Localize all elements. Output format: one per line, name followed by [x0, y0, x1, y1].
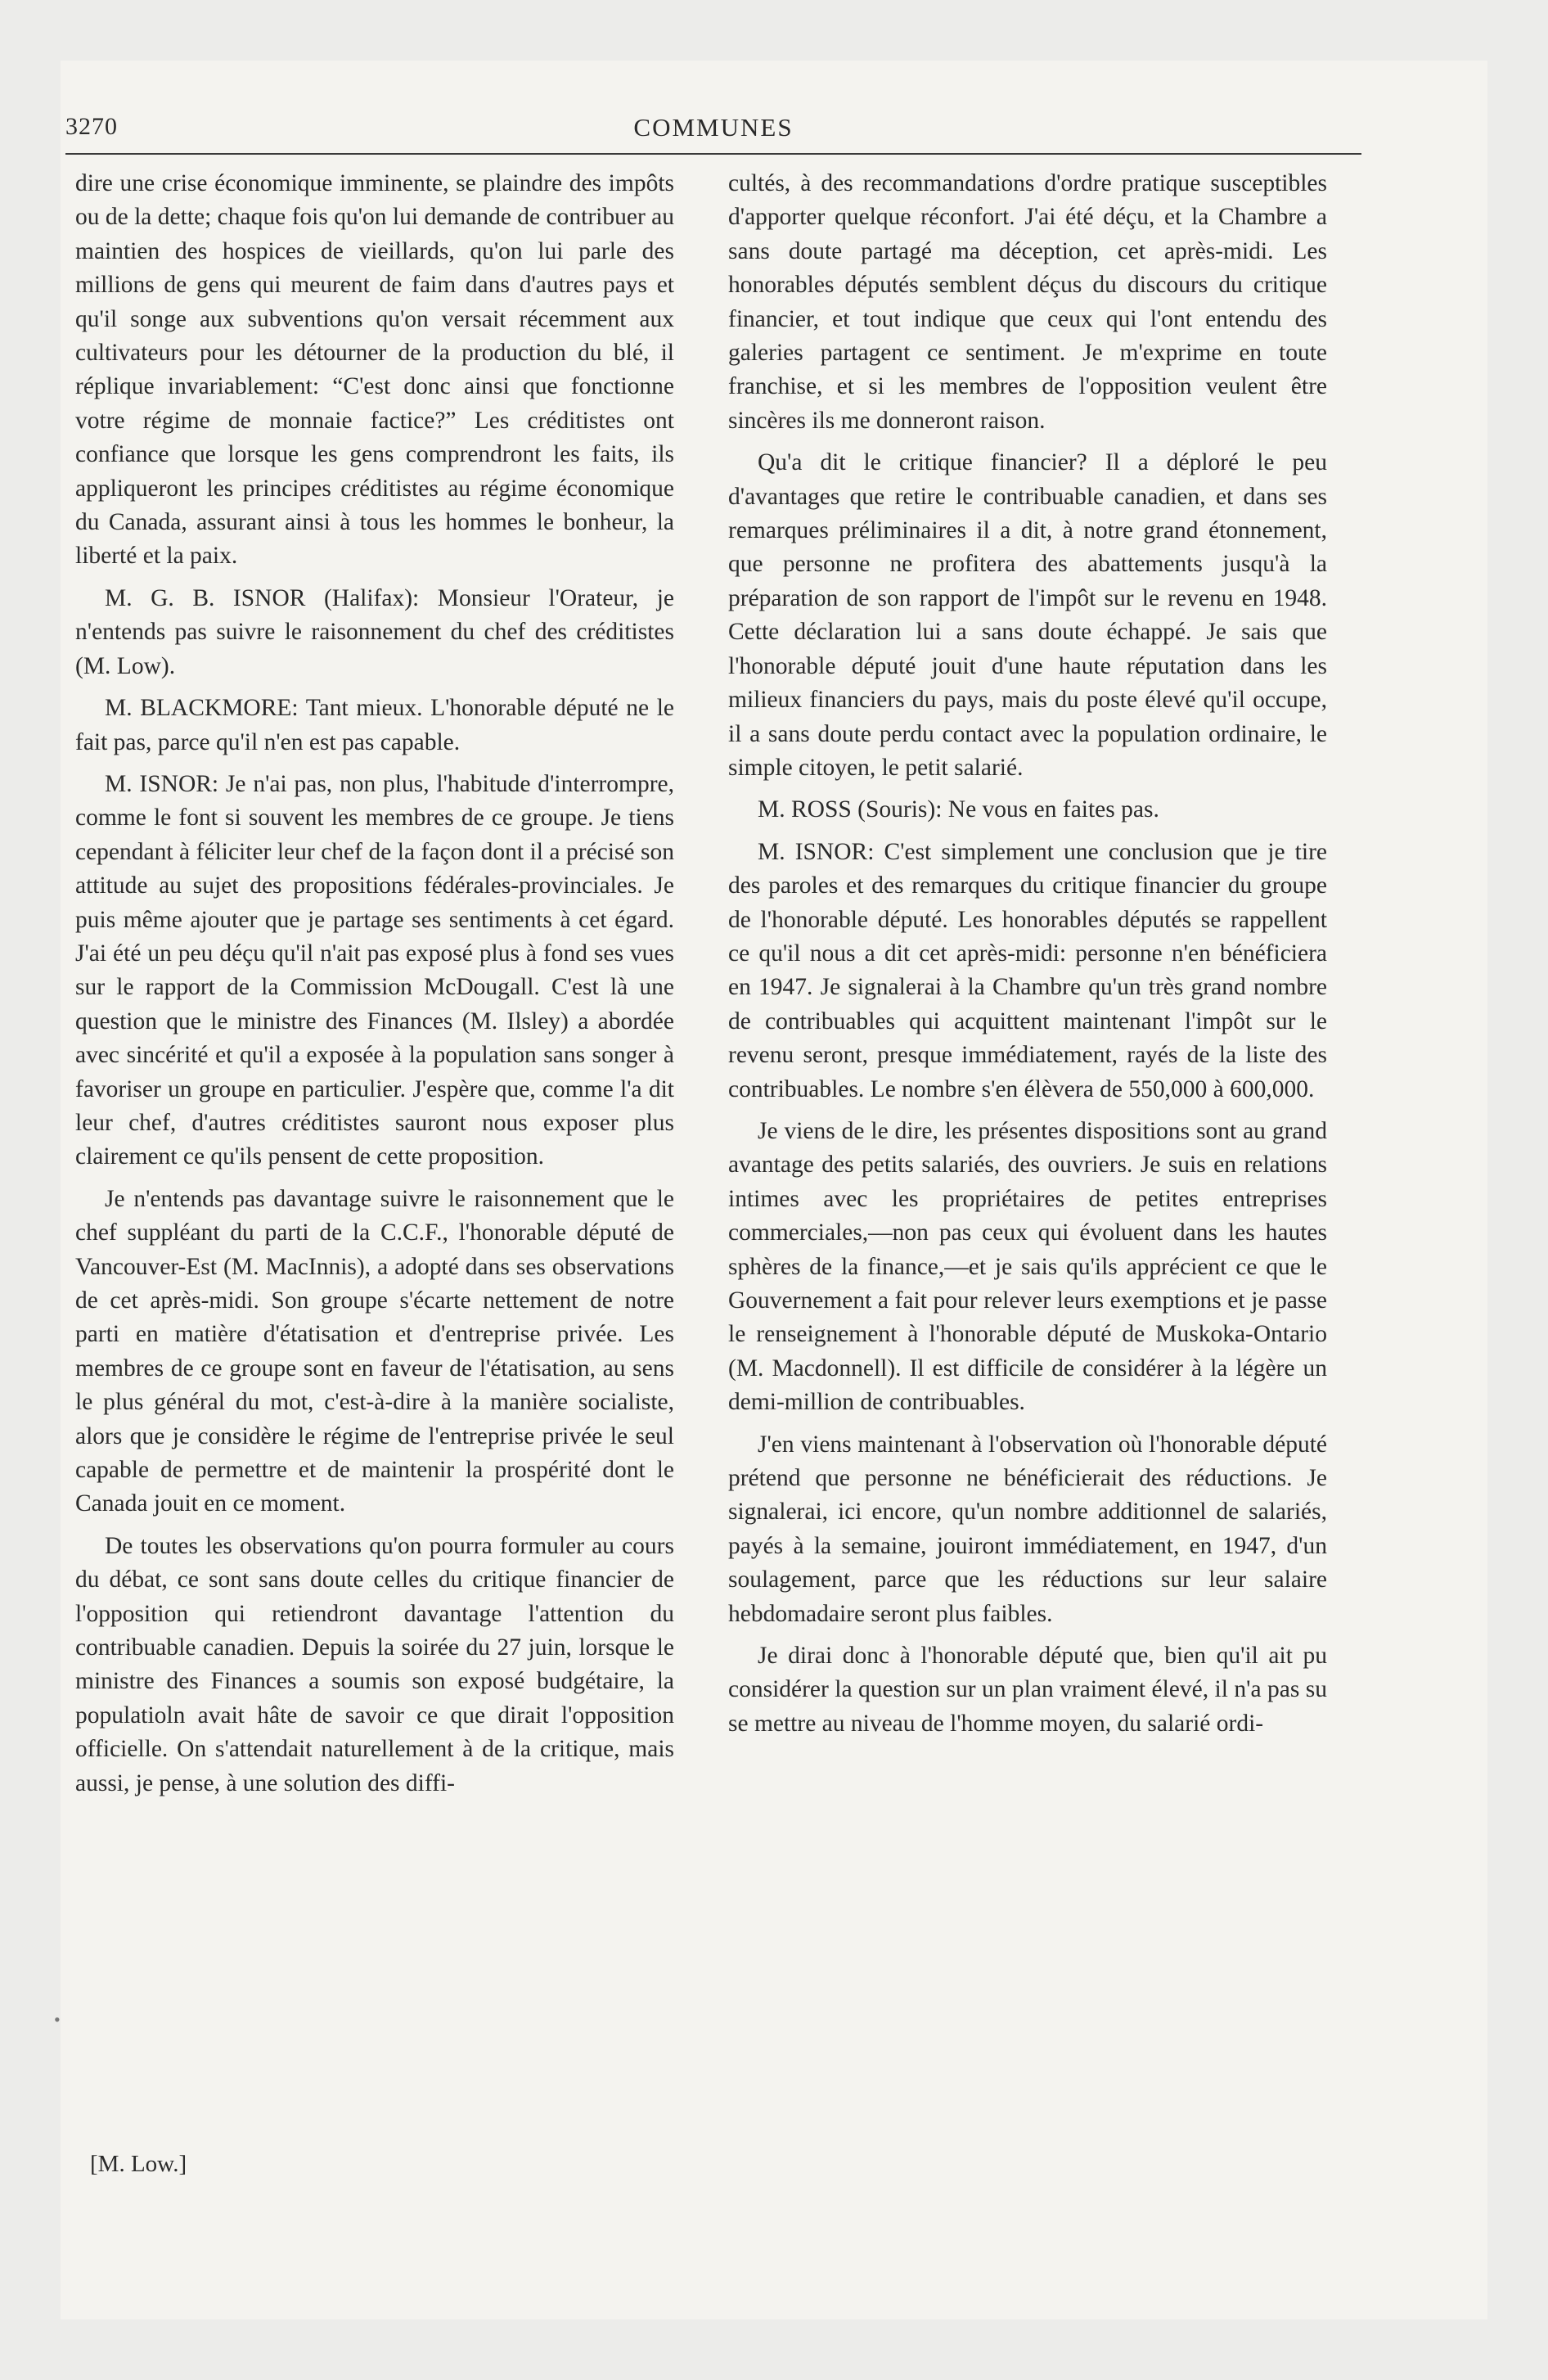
- paragraph: J'en viens maintenant à l'observation où l'honorable député prétend que personne ne bénéficierait des réductions. Je signalerai, ici encore, qu'un nombre additionnel de salariés, payés à la semaine, jouiront immédiatement, en 1947, d'un soulagement, parce que les réductions sur leur salaire hebdomadaire seront plus faibles.: [728, 1431, 1327, 1627]
- left-column: [75, 167, 674, 1809]
- page-number: 3270: [65, 113, 118, 140]
- paragraph: De toutes les observations qu'on pourra formuler au cours du débat, ce sont sans doute celles du critique financier de l'opposition qui retiendront davantage l'attention du contribuable canadien. Depuis la soirée du 27 juin, lorsque le ministre des Finances a soumis son exposé budgétaire, la populatioln avait hâte de savoir ce que dirait l'opposition officielle. On s'attendait naturellement à de la critique, mais aussi, je pense, à une solution des diffi-: [75, 1532, 674, 1796]
- running-head: COMMUNES: [633, 113, 794, 142]
- paragraph: dire une crise économique imminente, se plaindre des impôts ou de la dette; chaque fois qu'on lui demande de contribuer au maintien des hospices de vieillards, qu'on lui parle des millions de gens qui meurent de faim dans d'autres pays et qu'il songe aux subventions qu'on versait récemment aux cultivateurs pour les détourner de la production du blé, il réplique invariablement: “C'est donc ainsi que fonctionne votre régime de monnaie factice?” Les créditistes ont confiance que lorsque les gens comprendront les faits, ils appliqueront les principes créditistes au régime économique du Canada, assurant ainsi à tous les hommes le bonheur, la liberté et la paix.: [75, 170, 674, 570]
- paragraph: Je n'entends pas davantage suivre le raisonnement que le chef suppléant du parti de la C.C.F., l'honorable député de Vancouver-Est (M. MacInnis), a adopté dans ses observations de cet après-midi. Son groupe s'écarte nettement de notre parti en matière d'étatisation et d'entreprise privée. Les membres de ce groupe sont en faveur de l'étatisation, au sens le plus général du mot, c'est-à-dire à la manière socialiste, alors que je considère le régime de l'entreprise privée le seul capable de permettre et de maintenir la prospérité dont le Canada jouit en ce moment.: [75, 1185, 674, 1517]
- header-rule: [65, 153, 1361, 155]
- right-column: [728, 167, 1327, 1749]
- paragraph: M. G. B. ISNOR (Halifax): Monsieur l'Orateur, je n'entends pas suivre le raisonnement du chef des créditistes (M. Low).: [75, 584, 674, 679]
- page-header: [65, 105, 1361, 154]
- paragraph: M. ISNOR: Je n'ai pas, non plus, l'habitude d'interrompre, comme le font si souvent les membres de ce groupe. Je tiens cependant à féliciter leur chef de la façon dont il a précisé son attitude au sujet des propositions fédérales-provinciales. Je puis même ajouter que je partage ses sentiments à cet égard. J'ai été un peu déçu qu'il n'ait pas exposé plus à fond ses vues sur le rapport de la Commission McDougall. C'est là une question que le ministre des Finances (M. Ilsley) a abordée avec sincérité et qu'il a exposée à la population sans songer à favoriser un groupe en particulier. J'espère que, comme l'a dit leur chef, d'autres créditistes sauront nous exposer plus clairement ce qu'ils pensent de cette proposition.: [75, 770, 674, 1170]
- paragraph: Je viens de le dire, les présentes dispositions sont au grand avantage des petits salariés, des ouvriers. Je suis en relations intimes avec les propriétaires de petites entreprises commerciales,—non pas ceux qui évoluent dans les hautes sphères de la finance,—et je sais qu'ils apprécient ce que le Gouvernement a fait pour relever leurs exemptions et je passe le renseignement à l'honorable député de Muskoka-Ontario (M. Macdonnell). Il est difficile de considérer à la légère un demi-million de contribuables.: [728, 1117, 1327, 1416]
- paragraph: M. ISNOR: C'est simplement une conclusion que je tire des paroles et des remarques du critique financier du groupe de l'honorable député. Les honorables députés se rappellent ce qu'il nous a dit cet après-midi: personne n'en bénéficiera en 1947. Je signalerai à la Chambre qu'un très grand nombre de contribuables qui acquittent maintenant l'impôt sur le revenu seront, presque immédiatement, rayés de la liste des contribuables. Le nombre s'en élèvera de 550,000 à 600,000.: [728, 838, 1327, 1102]
- margin-mark: •: [54, 2009, 61, 2030]
- paragraph: M. ROSS (Souris): Ne vous en faites pas.: [758, 796, 1159, 823]
- paragraph: Qu'a dit le critique financier? Il a déploré le peu d'avantages que retire le contribuable canadien, et dans ses remarques préliminaires il a dit, à notre grand étonnement, que personne ne profitera des abattements jusqu'à la préparation de son rapport de l'impôt sur le revenu en 1948. Cette déclaration lui a sans doute échappé. Je sais que l'honorable député jouit d'une haute réputation dans les milieux financiers du pays, mais du poste élevé qu'il occupe, il a sans doute perdu contact avec la population ordinaire, le simple citoyen, le petit salarié.: [728, 449, 1327, 781]
- paragraph: M. BLACKMORE: Tant mieux. L'honorable député ne le fait pas, parce qu'il n'en est pas capable.: [75, 695, 674, 755]
- page-footer: [M. Low.]: [90, 2151, 187, 2177]
- paragraph: cultés, à des recommandations d'ordre pratique susceptibles d'apporter quelque réconfort. J'ai été déçu, et la Chambre a sans doute partagé ma déception, cet après-midi. Les honorables députés semblent déçus du discours du critique financier, et tout indique que ceux qui l'ont entendu des galeries partagent ce sentiment. Je m'exprime en toute franchise, et si les membres de l'opposition veulent être sincères ils me donneront raison.: [728, 170, 1327, 434]
- paragraph: Je dirai donc à l'honorable député que, bien qu'il ait pu considérer la question sur un plan vraiment élevé, il n'a pas su se mettre au niveau de l'homme moyen, du salarié ordi-: [728, 1643, 1327, 1737]
